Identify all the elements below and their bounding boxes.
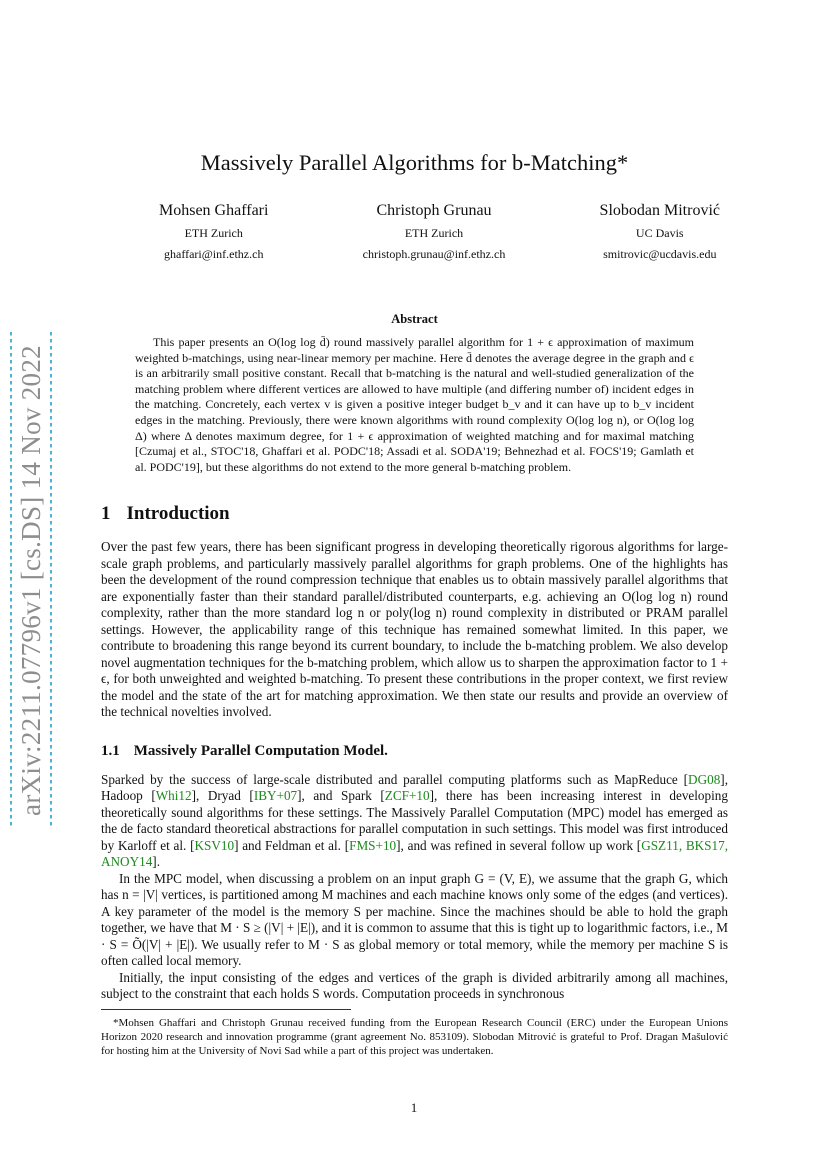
subsection-title: Massively Parallel Computation Model. <box>133 742 388 759</box>
mpc-paragraph-2: In the MPC model, when discussing a problem on an input graph G = (V, E), we assume that the graph G, which has n = |V| vertices, is partitioned among M machines and each machine knows only some of the edges (and vertices). A key parameter of the model is the memory S per machine. Since the machines should be able to hold the graph together, we have that M · S ≥ (|V| + |E|), and it is common to assume that this is tight up to logarithmic factors, i.e., M · S = Õ(|V| + |E|). We usually refer to M · S as global memory or total memory, while the memory per machine S is often called local memory. <box>101 870 728 969</box>
text-run: ], Hadoop [ <box>101 771 728 804</box>
citation-link[interactable]: GSZ11, BKS17, ANOY14 <box>101 837 728 870</box>
section-heading <box>101 503 728 525</box>
citation-link[interactable]: FMS+10 <box>349 837 397 853</box>
author-name: Mohsen Ghaffari <box>159 202 269 219</box>
author-block <box>600 202 720 268</box>
mpc-paragraph-3: Initially, the input consisting of the edges and vertices of the graph is divided arbitrarily among all machines, subject to the constraint that each holds S words. Computation proceeds in synchronous <box>101 969 728 1002</box>
citation-link[interactable]: IBY+07 <box>253 788 298 804</box>
text-run: ], and Spark [ <box>297 788 385 804</box>
text-run: Sparked by the success of large-scale distributed and parallel computing platforms such as MapReduce [ <box>101 771 689 787</box>
mpc-paragraph-1 <box>101 772 728 871</box>
citation-link[interactable]: ZCF+10 <box>384 788 430 804</box>
text-run: ], Dryad [ <box>191 788 254 804</box>
author-affiliation: ETH Zurich <box>184 226 243 240</box>
text-run: ] and Feldman et al. [ <box>234 837 350 853</box>
section-title: Introduction <box>126 503 230 525</box>
text-run: ], there has been increasing interest in developing theoretically sound algorithms for these settings. The Massively Parallel Computation (MPC) model has emerged as the de facto standard theoretical abstractions for parallel computation in such settings. This model was first introduced by Karloff et al. [ <box>101 788 728 853</box>
abstract <box>135 312 694 475</box>
text-run: ], and was refined in several follow up work [ <box>396 837 642 853</box>
author-affiliation: ETH Zurich <box>404 226 464 240</box>
citation-link[interactable]: Whi12 <box>155 788 192 804</box>
author-block <box>363 202 506 268</box>
author-name: Christoph Grunau <box>376 202 492 219</box>
page-number: 1 <box>410 1100 418 1115</box>
author-email: smitrovic@ucdavis.edu <box>603 247 717 261</box>
abstract-text: This paper presents an O(log log d̄) round massively parallel algorithm for 1 + ϵ approximation of maximum weighted b-matchings, using near-linear memory per machine. Here d̄ denotes the average degree in the graph and ϵ is an arbitrarily small positive constant. Recall that b-matching is the natural and well-studied generalization of the matching problem where different vertices are allowed to have multiple (and differing number of) incident edges in the matching. Concretely, each vertex v is given a positive integer budget b_v and it can have up to b_v incident edges in the matching. Previously, there were known algorithms with round complexity O(log log n), or O(log log Δ) where Δ denotes maximum degree, for 1 + ϵ approximation of weighted matching and for maximal matching [Czumaj et al., STOC'18, Ghaffari et al. PODC'18; Assadi et al. SODA'19; Behnezhad et al. FOCS'19; Gamlath et al. PODC'19], but these algorithms do not extend to the more general b-matching problem. <box>135 335 694 474</box>
author-name: Slobodan Mitrović <box>599 202 720 219</box>
author-email: ghaffari@inf.ethz.ch <box>164 247 264 261</box>
subsection-number: 1.1 <box>101 742 120 759</box>
footnote-divider <box>101 1009 351 1010</box>
paper-page <box>101 140 728 1058</box>
author-list <box>101 202 728 268</box>
arxiv-stamp <box>10 332 52 828</box>
paper-body <box>101 503 728 1058</box>
paper-title: Massively Parallel Algorithms for b-Matching* <box>200 150 629 175</box>
citation-link[interactable]: DG08 <box>688 771 721 787</box>
subsection-heading <box>101 743 728 760</box>
author-block <box>159 202 268 268</box>
section-number: 1 <box>101 503 111 525</box>
author-affiliation: UC Davis <box>635 226 684 240</box>
abstract-heading: Abstract <box>391 312 438 326</box>
intro-paragraph: Over the past few years, there has been significant progress in developing theoretically rigorous algorithms for large-scale graph problems, and particularly massively parallel algorithms for graph problems. One of the highlights has been the development of the round compression technique that enables us to obtain massively parallel algorithms that are exponentially faster than their standard parallel/distributed counterparts, e.g. achieving an O(log log n) round complexity, rather than the more standard log n or poly(log n) round complexity in distributed or PRAM parallel settings. However, the applicability range of this technique has remained somewhat limited. In this paper, we contribute to broadening this range beyond its current boundary, to include the b-matching problem. We also develop novel augmentation techniques for the b-matching problem, which allow us to sharpen the approximation factor to 1 + ϵ, for both unweighted and weighted b-matching. To present these contributions in the proper context, we first review the model and the state of the art for matching approximation. We then state our results and provide an overview of the technical novelties involved. <box>101 539 728 720</box>
citation-link[interactable]: KSV10 <box>194 837 235 853</box>
footnote: *Mohsen Ghaffari and Christoph Grunau received funding from the European Research Council (ERC) under the European Unions Horizon 2020 research and innovation programme (grant agreement No. 853109). Slobodan Mitrović is grateful to Prof. Dragan Mašulović for hosting him at the University of Novi Sad while a part of this project was undertaken. <box>101 1016 728 1057</box>
arxiv-id: arXiv:2211.07796v1 [cs.DS] 14 Nov 2022 <box>15 344 46 816</box>
text-run: ]. <box>152 854 160 870</box>
author-email: christoph.grunau@inf.ethz.ch <box>362 247 506 261</box>
